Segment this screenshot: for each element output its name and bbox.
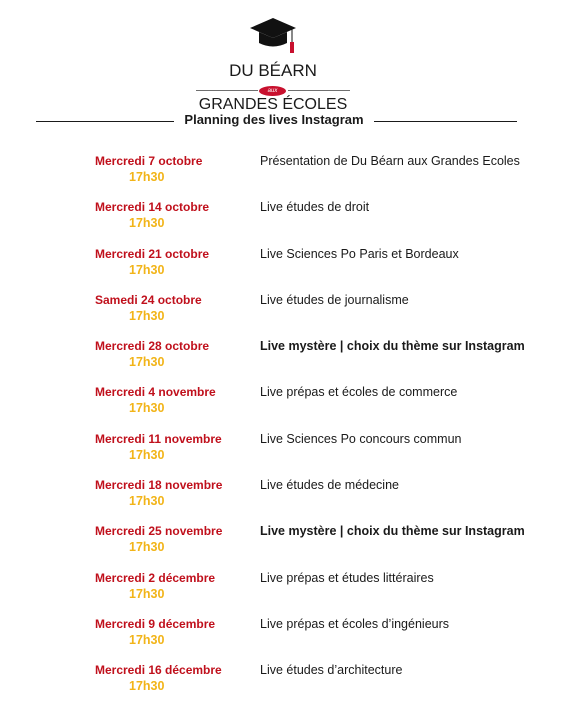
event-date: Mercredi 21 octobre (95, 246, 210, 261)
event-row (0, 384, 561, 430)
schedule-heading (36, 111, 518, 129)
event-date: Mercredi 4 novembre (95, 385, 216, 400)
event-date: Mercredi 25 novembre (95, 524, 223, 539)
event-time: 17h30 (129, 262, 165, 277)
event-list (0, 153, 561, 709)
event-row (0, 616, 561, 662)
event-date: Mercredi 11 novembre (95, 431, 222, 446)
event-row (0, 199, 561, 245)
event-topic: Live prépas et écoles d’ingénieurs (260, 616, 450, 631)
event-time: 17h30 (129, 216, 165, 231)
event-topic: Live études de droit (260, 200, 370, 215)
event-topic: Live Sciences Po Paris et Bordeaux (260, 246, 459, 261)
event-time: 17h30 (129, 586, 165, 601)
event-time: 17h30 (129, 401, 165, 416)
event-time: 17h30 (129, 308, 165, 323)
event-topic: Live études de journalisme (260, 292, 409, 307)
event-date: Mercredi 9 décembre (95, 616, 216, 631)
event-time: 17h30 (129, 540, 165, 555)
event-row (0, 523, 561, 569)
event-time: 17h30 (129, 494, 165, 509)
event-row (0, 338, 561, 384)
event-row (0, 570, 561, 616)
event-time: 17h30 (129, 447, 165, 462)
event-date: Mercredi 7 octobre (95, 154, 203, 168)
event-date: Mercredi 14 octobre (95, 200, 210, 215)
event-date: Mercredi 16 décembre (95, 663, 222, 678)
page-title: Planning des lives Instagram (184, 112, 364, 127)
logo-aux-badge: aux (259, 86, 286, 96)
event-topic: Live Sciences Po concours commun (260, 431, 462, 446)
event-topic: Présentation de Du Béarn aux Grandes Ecoles (260, 154, 520, 168)
heading-rule-right (374, 121, 517, 122)
event-topic: Live prépas et études littéraires (260, 570, 434, 585)
event-topic: Live études de médecine (260, 478, 399, 493)
logo-name-top: DU BÉARN (229, 61, 317, 80)
logo (196, 14, 350, 113)
heading-rule-left (36, 121, 174, 122)
event-row (0, 431, 561, 477)
event-time: 17h30 (129, 632, 165, 647)
event-time: 17h30 (129, 679, 165, 694)
event-date: Mercredi 18 novembre (95, 478, 223, 493)
event-time: 17h30 (129, 170, 165, 184)
event-topic: Live mystère | choix du thème sur Instagram (260, 339, 525, 354)
event-date: Mercredi 2 décembre (95, 570, 216, 585)
graduation-cap-icon (248, 14, 298, 60)
event-row (0, 662, 561, 708)
event-time: 17h30 (129, 355, 165, 370)
event-row (0, 292, 561, 338)
event-row (0, 246, 561, 292)
event-row (0, 153, 561, 199)
logo-name-bottom: GRANDES ÉCOLES (198, 96, 348, 113)
event-topic: Live prépas et écoles de commerce (260, 385, 458, 400)
event-date: Mercredi 28 octobre (95, 339, 210, 354)
event-topic: Live mystère | choix du thème sur Instagram (260, 524, 525, 539)
logo-divider (196, 86, 350, 96)
event-row (0, 477, 561, 523)
event-date: Samedi 24 octobre (95, 292, 202, 307)
event-topic: Live études d’architecture (260, 663, 403, 678)
